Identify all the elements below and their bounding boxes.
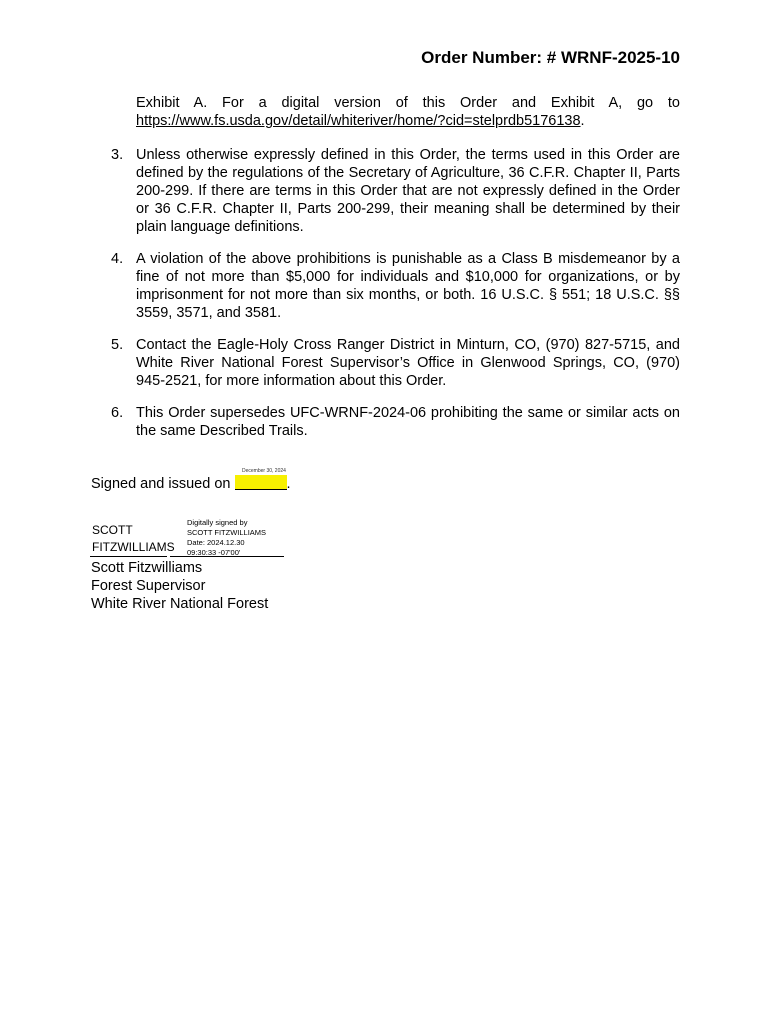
list-item xyxy=(111,250,680,322)
signer-block xyxy=(91,559,268,613)
signature-detail-line4: 09:30:33 -07'00' xyxy=(187,548,241,557)
signature-detail-line3: Date: 2024.12.30 xyxy=(187,538,245,547)
exhibit-end: . xyxy=(580,113,585,129)
signature-detail-line1: Digitally signed by xyxy=(187,518,248,527)
date-field[interactable] xyxy=(235,475,287,490)
numbered-list xyxy=(111,146,680,454)
order-number-heading: Order Number: # WRNF-2025-10 xyxy=(421,48,680,67)
signature-underline xyxy=(90,556,167,557)
exhibit-paragraph xyxy=(136,94,680,130)
signature-name xyxy=(92,522,175,556)
signed-end: . xyxy=(286,476,291,492)
signer-org: White River National Forest xyxy=(91,596,269,612)
item-text: Unless otherwise expressly defined in this Order, the terms used in this Order are defined by the regulations of the Secretary of Agriculture, 36 C.F.R. Chapter II, Parts 200-299. If there are terms in this Order that are not expressly defined in the Order or 36 C.F.R. Chapter II, Parts 200-299, their meaning shall be determined by their plain language definitions. xyxy=(136,147,680,235)
item-number: 6. xyxy=(111,405,124,421)
signature-underline xyxy=(170,556,284,557)
item-number: 3. xyxy=(111,147,124,163)
signature-details xyxy=(187,518,266,558)
item-text: A violation of the above prohibitions is punishable as a Class B misdemeanor by a fine of not more than $5,000 for individuals and $10,000 for organizations, or by imprisonment for not more than six months, or both. 16 U.S.C. § 551; 18 U.S.C. §§ 3559, 3571, and 3581. xyxy=(136,251,680,321)
exhibit-text: Exhibit A. For a digital version of this Order and Exhibit A, go to xyxy=(136,95,680,111)
signed-line xyxy=(91,475,291,492)
signed-label: Signed and issued on xyxy=(91,476,231,492)
item-text: Contact the Eagle-Holy Cross Ranger District in Minturn, CO, (970) 827-5715, and White River National Forest Supervisor’s Office in Glenwood Springs, CO, (970) 945-2521, for more information about this Order. xyxy=(136,337,680,389)
signature-detail-line2: SCOTT FITZWILLIAMS xyxy=(187,528,267,537)
item-number: 5. xyxy=(111,337,124,353)
list-item xyxy=(111,404,680,440)
signature-name-line2: FITZWILLIAMS xyxy=(92,540,175,554)
list-item xyxy=(111,336,680,390)
list-item xyxy=(111,146,680,236)
signer-title: Forest Supervisor xyxy=(91,578,206,594)
digital-signature[interactable] xyxy=(90,518,290,562)
date-stamp: December 30, 2024 xyxy=(242,468,286,474)
signer-name: Scott Fitzwilliams xyxy=(91,560,203,576)
exhibit-link[interactable]: https://www.fs.usda.gov/detail/whiteriver/home/?cid=stelprdb5176138 xyxy=(136,113,581,129)
item-text: This Order supersedes UFC-WRNF-2024-06 prohibiting the same or similar acts on the same Described Trails. xyxy=(136,405,680,439)
item-number: 4. xyxy=(111,251,124,267)
signature-name-line1: SCOTT xyxy=(92,523,133,537)
